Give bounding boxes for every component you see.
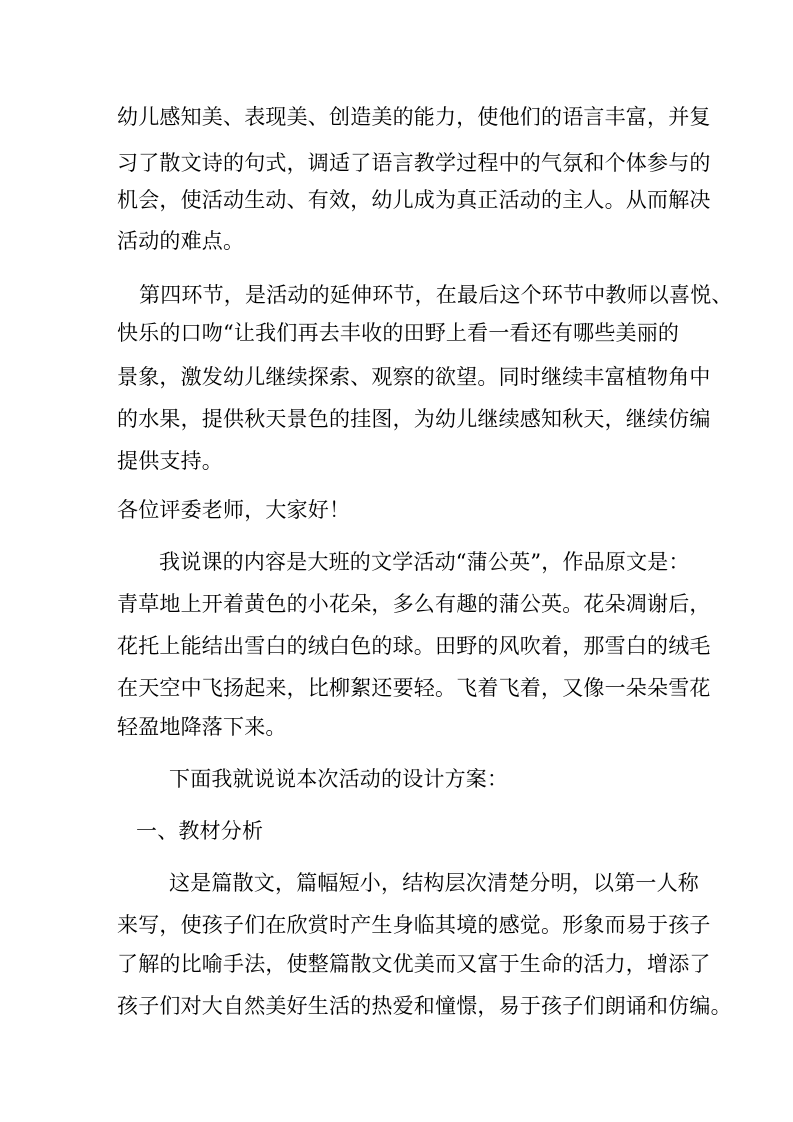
paragraph-4-line-5: 轻盈地降落下来。 [117, 715, 287, 739]
paragraph-7-line-1: 这是篇散文，篇幅短小，结构层次清楚分明，以第一人称 [169, 871, 699, 895]
paragraph-7-line-3: 了解的比喻手法，使整篇散文优美而又富于生命的活力，增添了 [117, 952, 711, 976]
paragraph-1-line-3: 机会，使活动生动、有效，幼儿成为真正活动的主人。从而解决 [117, 188, 711, 212]
paragraph-2-line-5: 提供支持。 [117, 449, 223, 473]
paragraph-2-line-1: 第四环节，是活动的延伸环节，在最后这个环节中教师以喜悦、 [139, 283, 733, 307]
paragraph-1-line-1: 幼儿感知美、表现美、创造美的能力，使他们的语言丰富，并复 [117, 105, 711, 129]
paragraph-2-line-2: 快乐的口吻“让我们再去丰收的田野上看一看还有哪些美丽的 [117, 321, 680, 345]
paragraph-4-line-1: 我说课的内容是大班的文学活动“蒲公英”，作品原文是： [159, 550, 690, 574]
section-heading-textbook-analysis: 一、教材分析 [136, 819, 264, 843]
paragraph-7-line-2: 来写，使孩子们在欣赏时产生身临其境的感觉。形象而易于孩子 [117, 913, 711, 937]
design-plan-line: 下面我就说说本次活动的设计方案： [169, 767, 509, 791]
greeting-line: 各位评委老师，大家好！ [117, 498, 351, 522]
paragraph-4-line-3: 花托上能结出雪白的绒白色的球。田野的风吹着，那雪白的绒毛 [117, 634, 711, 658]
paragraph-7-line-4: 孩子们对大自然美好生活的热爱和憧憬，易于孩子们朗诵和仿编。 [117, 994, 732, 1018]
paragraph-4-line-4: 在天空中飞扬起来，比柳絮还要轻。飞着飞着，又像一朵朵雪花 [117, 676, 711, 700]
paragraph-1-line-4: 活动的难点。 [117, 229, 245, 253]
paragraph-2-line-3: 景象，激发幼儿继续探索、观察的欲望。同时继续丰富植物角中 [117, 365, 711, 389]
paragraph-2-line-4: 的水果，提供秋天景色的挂图，为幼儿继续感知秋天，继续仿编 [117, 407, 711, 431]
paragraph-1-line-2: 习了散文诗的句式，调适了语言教学过程中的气氛和个体参与的 [117, 151, 711, 175]
paragraph-4-line-2: 青草地上开着黄色的小花朵，多么有趣的蒲公英。花朵凋谢后， [117, 592, 711, 616]
